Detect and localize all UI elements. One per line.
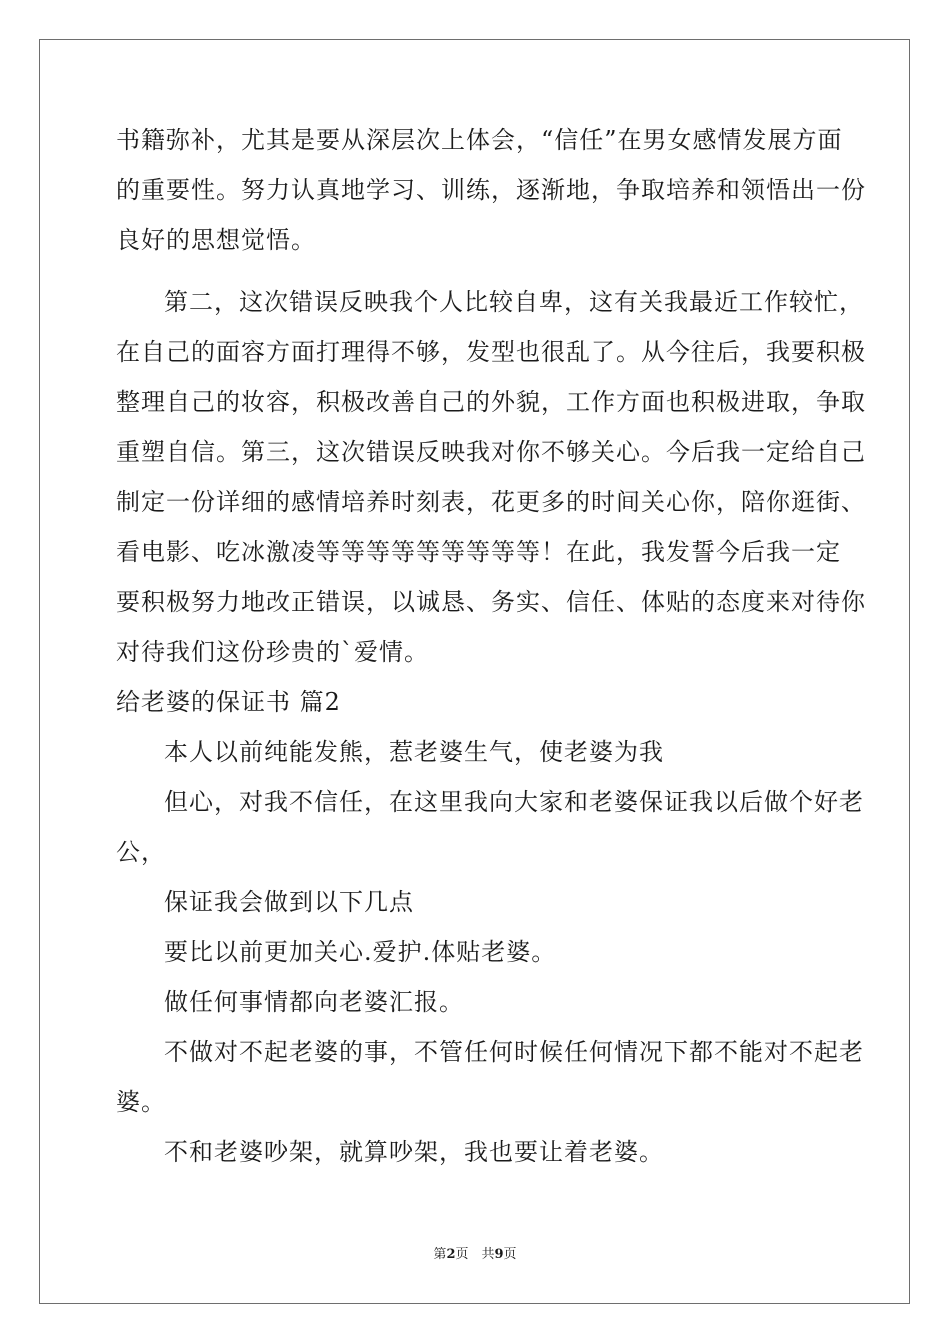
section-heading: 给老婆的保证书 篇2 <box>116 688 341 716</box>
total-page-number: 9 <box>494 1247 504 1262</box>
paragraph-line: 保证我会做到以下几点 <box>164 888 414 916</box>
paragraph-line: 第二，这次错误反映我个人比较自卑，这有关我最近工作较忙， <box>164 288 864 316</box>
paragraph-line: 但心，对我不信任，在这里我向大家和老婆保证我以后做个好老 <box>164 788 864 816</box>
paragraph-line: 不和老婆吵架，就算吵架，我也要让着老婆。 <box>164 1138 664 1166</box>
paragraph-line: 公， <box>116 838 166 866</box>
paragraph-line: 不做对不起老婆的事，不管任何时候任何情况下都不能对不起老 <box>164 1038 864 1066</box>
paragraph-line: 重塑自信。第三，这次错误反映我对你不够关心。今后我一定给自己 <box>116 438 866 466</box>
paragraph-line: 在自己的面容方面打理得不够，发型也很乱了。从今往后，我要积极 <box>116 338 866 366</box>
paragraph-line: 做任何事情都向老婆汇报。 <box>164 988 464 1016</box>
paragraph-line: 的重要性。努力认真地学习、训练，逐渐地，争取培养和领悟出一份 <box>116 176 866 204</box>
paragraph-line: 看电影、吃冰激凌等等等等等等等等等！在此，我发誓今后我一定 <box>116 538 841 566</box>
current-page-number: 2 <box>446 1247 456 1262</box>
paragraph-line: 书籍弥补，尤其是要从深层次上体会，“信任”在男女感情发展方面 <box>116 126 843 154</box>
footer-suffix: 页 <box>503 1247 517 1262</box>
paragraph-line: 本人以前纯能发熊，惹老婆生气，使老婆为我 <box>164 738 664 766</box>
footer-mid: 页 共 <box>455 1247 495 1262</box>
paragraph-line: 婆。 <box>116 1088 166 1116</box>
footer-prefix: 第 <box>433 1247 447 1262</box>
page-footer <box>0 1245 950 1265</box>
paragraph-line: 对待我们这份珍贵的`爱情。 <box>116 638 429 666</box>
paragraph-line: 整理自己的妆容，积极改善自己的外貌，工作方面也积极进取，争取 <box>116 388 866 416</box>
paragraph-line: 要积极努力地改正错误，以诚恳、务实、信任、体贴的态度来对待你 <box>116 588 866 616</box>
paragraph-line: 良好的思想觉悟。 <box>116 226 316 254</box>
paragraph-line: 要比以前更加关心.爱护.体贴老婆。 <box>164 938 557 966</box>
paragraph-line: 制定一份详细的感情培养时刻表，花更多的时间关心你，陪你逛街、 <box>116 488 866 516</box>
